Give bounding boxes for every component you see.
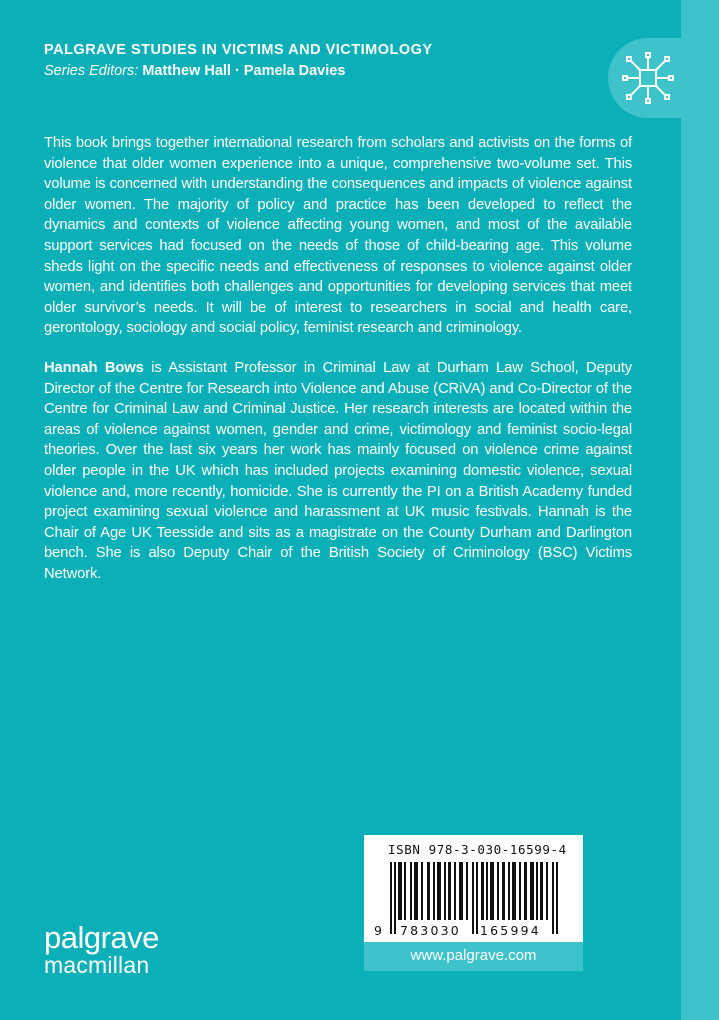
series-header bbox=[44, 41, 644, 81]
barcode-digits-left: 783030 bbox=[400, 923, 461, 938]
book-description: This book brings together international research from scholars and activists on the forms of violence that older women experience into a unique, comprehensive two-volume set. This volume is concerned with understanding the consequences and impacts of violence against older women. The majority of policy and practice has been developed to reflect the dynamics and contexts of violence affecting young women, and most of the available support services had focused on the needs of those of child-bearing age. This volume sheds light on the specific needs and effectiveness of responses to violence against older women, and identifies both challenges and opportunities for developing services that meet older survivor’s needs. It will be of interest to researchers in social and health care, gerontology, sociology and social policy, feminist research and criminology. bbox=[44, 135, 632, 337]
logo-macmillan: macmillan bbox=[44, 952, 150, 978]
series-editors bbox=[44, 61, 644, 81]
logo-palgrave: palgrave bbox=[44, 920, 159, 955]
isbn-barcode-block bbox=[364, 835, 583, 971]
isbn-label: ISBN 978-3-030-16599-4 bbox=[388, 842, 567, 857]
author-bio-text: is Assistant Professor in Criminal Law at Durham Law School, Deputy Director of the Centre for Research into Violence and Abuse (CRiVA) and Co-Director of the Centre for Criminal Law and Criminal Justice. Her research interests are located within the areas of violence against women, gender and crime, victimology and feminist socio-legal theories. Over the last six years her work has mainly focused on violence crime against older people in the UK which has included projects examining domestic violence, sexual violence and, more recently, homicide. She is currently the PI on a British Academy funded project examining sexual violence and harassment at UK music festivals. Hannah is the Chair of Age UK Teesside and sits as a magistrate on the County Durham and Darlington bench. She is also Deputy Chair of the British Society of Criminology (BSC) Victims Network. bbox=[44, 360, 633, 582]
series-title: PALGRAVE STUDIES IN VICTIMS AND VICTIMOLOGY bbox=[44, 42, 433, 58]
barcode-digits-right: 165994 bbox=[480, 923, 541, 938]
author-name: Hannah Bows bbox=[44, 360, 144, 376]
publisher-url[interactable]: www.palgrave.com bbox=[410, 947, 537, 964]
series-editors-label: Series Editors: bbox=[44, 63, 139, 79]
barcode-digit-first: 9 bbox=[374, 923, 385, 938]
barcode-panel bbox=[364, 835, 583, 942]
author-bio bbox=[44, 358, 632, 585]
series-editors-names: Matthew Hall · Pamela Davies bbox=[142, 63, 346, 79]
publisher-logo bbox=[44, 920, 159, 978]
spine-strip bbox=[681, 0, 719, 1020]
